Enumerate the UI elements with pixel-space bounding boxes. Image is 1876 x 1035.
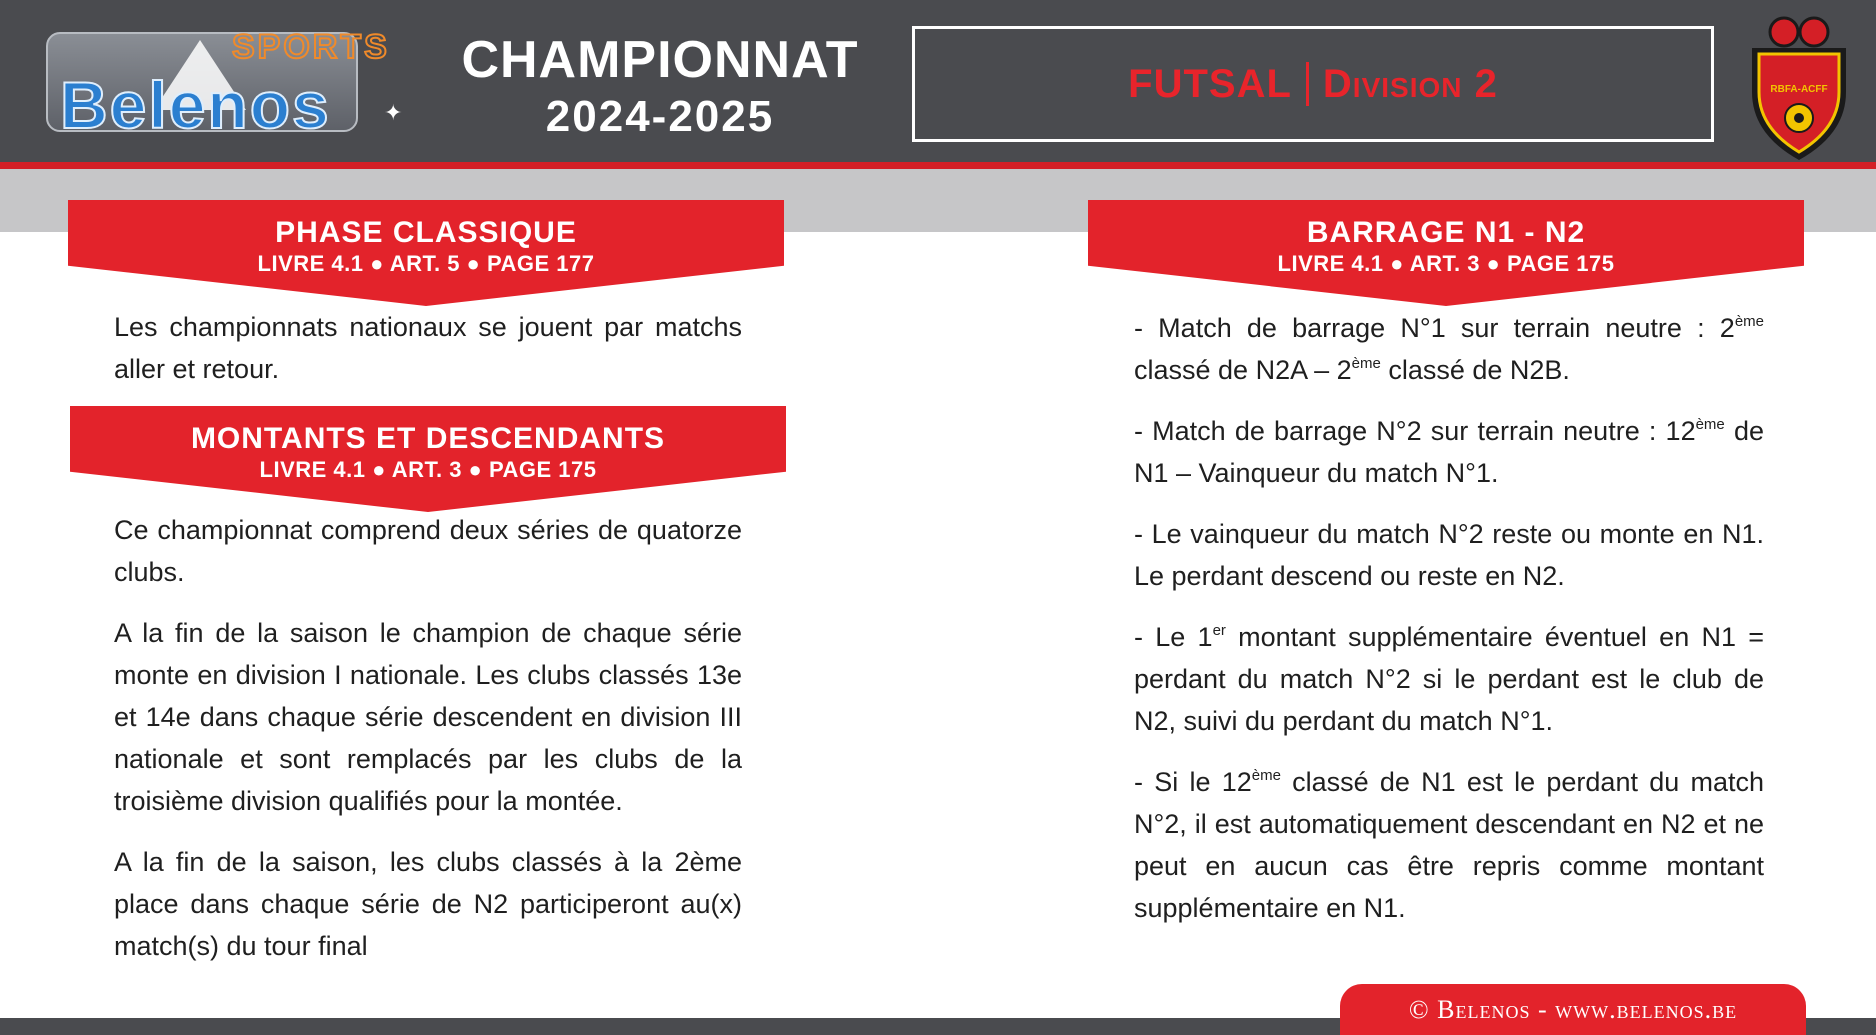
barrage-title: BARRAGE N1 - N2 (1306, 216, 1586, 249)
division-label (915, 29, 1711, 139)
phase-classique-title: PHASE CLASSIQUE (275, 216, 577, 249)
belenos-sports-logo (46, 28, 426, 142)
division-separator (1306, 62, 1309, 106)
montants-paragraph-3: A la fin de la saison, les clubs classés à la 2ème place dans chaque série de N2 participeront au(x) match(s) du tour final (114, 847, 742, 961)
montants-paragraph-1: Ce championnat comprend deux séries de quatorze clubs. (114, 515, 742, 587)
rbfa-crest-icon (1744, 14, 1854, 162)
logo-sports-text: SPORTS (232, 28, 390, 66)
copyright-text: © Belenos - www.belenos.be (1408, 994, 1738, 1024)
division-level: Division 2 (1322, 61, 1498, 106)
barrage-item-1: - Match de barrage N°1 sur terrain neutre : 2ème classé de N2A – 2ème classé de N2B. (1134, 313, 1764, 385)
phase-classique-text (114, 306, 742, 390)
crest-text: RBFA-ACFF (1770, 84, 1828, 95)
barrage-item-3: - Le vainqueur du match N°2 reste ou monte en N1. Le perdant descend ou reste en N2. (1134, 519, 1764, 591)
barrage-item-4: - Le 1er montant supplémentaire éventuel en N1 = perdant du match N°2 si le perdant est le club de N2, suivi du perdant du match N°1. (1134, 622, 1765, 736)
montants-paragraph-2: A la fin de la saison le champion de chaque série monte en division I nationale. Les clubs classés 13e et 14e dans chaque série descendent en division III nationale et sont remplacés par les clubs de la troisième division qualifiés pour la montée. (114, 618, 742, 816)
sparkle-icon: ✦ (384, 100, 403, 125)
barrage-item-5: - Si le 12ème classé de N1 est le perdant du match N°2, il est automatiquement descendant en N2 et ne peut en aucun cas être repris comme montant supplémentaire en N1. (1134, 767, 1764, 923)
championship-title (440, 30, 880, 144)
logo-name-text: Belenos (60, 68, 331, 142)
division-sport: FUTSAL (1128, 61, 1292, 106)
header-red-line (0, 162, 1876, 169)
title-line-1: CHAMPIONNAT (461, 31, 859, 89)
montants-descendants-text (114, 509, 742, 967)
phase-classique-paragraph: Les championnats nationaux se jouent par matchs aller et retour. (114, 312, 742, 384)
montants-descendants-ref: LIVRE 4.1 ● ART. 3 ● PAGE 175 (259, 457, 597, 482)
division-box (912, 26, 1714, 142)
season-label: 2024-2025 (545, 92, 775, 141)
montants-descendants-banner (70, 406, 786, 512)
barrage-ref: LIVRE 4.1 ● ART. 3 ● PAGE 175 (1277, 251, 1615, 276)
barrage-text (1134, 307, 1764, 929)
copyright-tab (1340, 984, 1806, 1035)
phase-classique-ref: LIVRE 4.1 ● ART. 5 ● PAGE 177 (257, 251, 595, 276)
barrage-banner (1088, 200, 1804, 306)
montants-descendants-title: MONTANTS ET DESCENDANTS (190, 422, 666, 455)
barrage-item-2: - Match de barrage N°2 sur terrain neutre : 12ème de N1 – Vainqueur du match N°1. (1134, 416, 1764, 488)
phase-classique-banner (68, 200, 784, 306)
